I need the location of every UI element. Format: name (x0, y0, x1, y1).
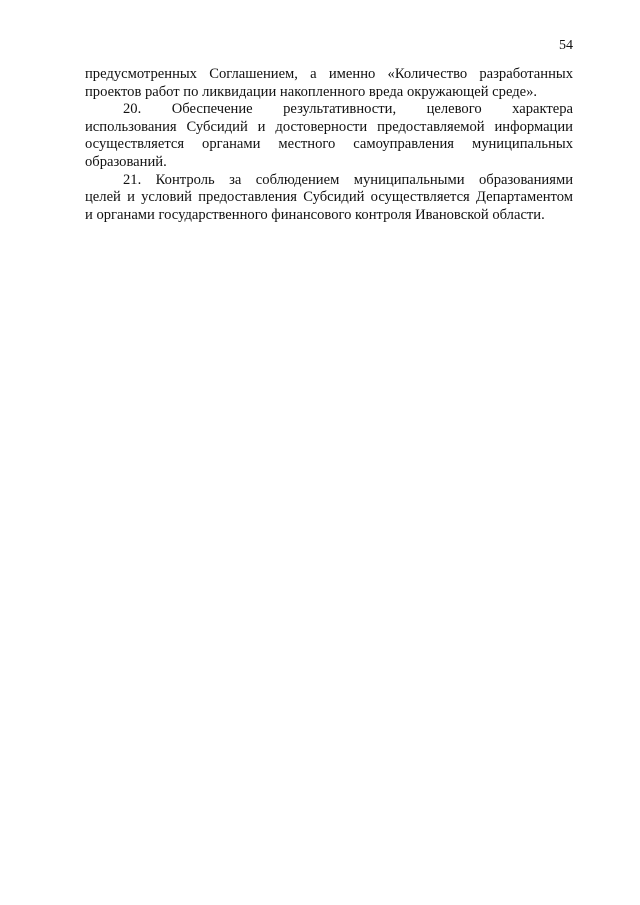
page-number: 54 (559, 38, 573, 53)
paragraph (85, 66, 573, 101)
text-line: проектов работ по ликвидации накопленного вреда окружающей среде». (85, 83, 538, 100)
text-line: 21. Контроль за соблюдением муниципальными образованиями (123, 171, 573, 188)
text-line: 20. Обеспечение результативности, целевого характера (123, 101, 573, 118)
document-body (85, 66, 573, 224)
paragraph (85, 101, 573, 171)
paragraph (85, 172, 573, 225)
text-line: осуществляется органами местного самоуправления муниципальных (85, 136, 573, 153)
text-line: использования Субсидий и достоверности предоставляемой информации (85, 118, 573, 135)
text-line: образований. (85, 153, 167, 170)
text-line: предусмотренных Соглашением, а именно «Количество разработанных (85, 66, 573, 82)
text-line: и органами государственного финансового контроля Ивановской области. (85, 206, 545, 223)
text-line: целей и условий предоставления Субсидий осуществляется Департаментом (85, 189, 573, 206)
